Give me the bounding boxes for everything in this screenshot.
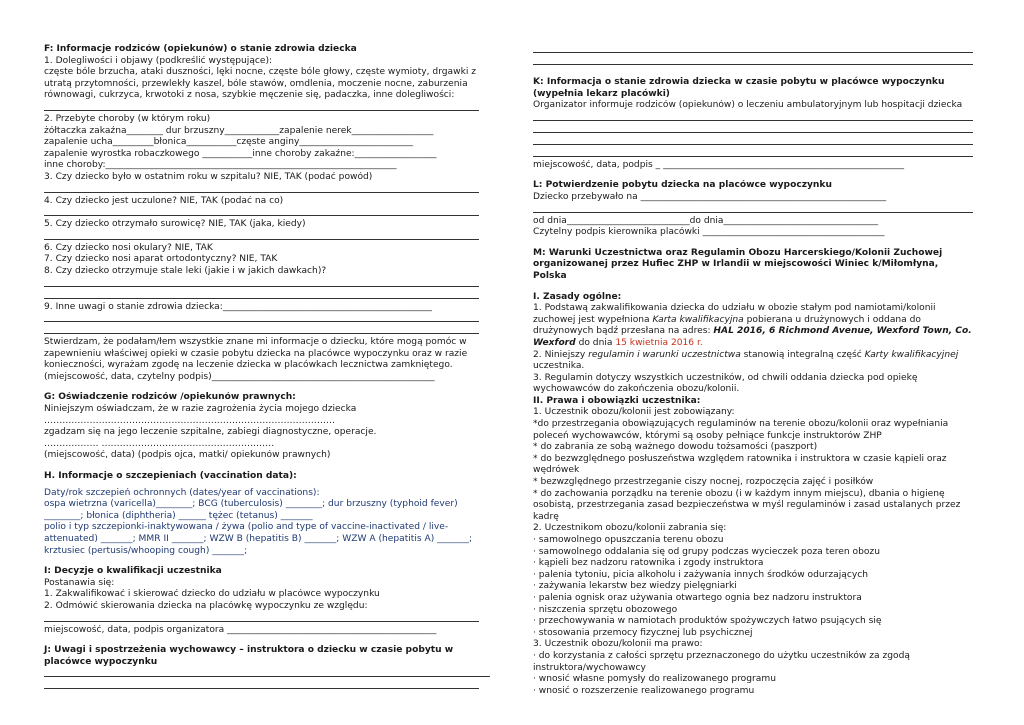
- obligation-item: *do przestrzegania obowiązujących regulaminów na terenie obozu/kolonii oraz wypełniania poleceń wychowawców, którymi są osoby pełniące funkcje instruktorów ZHP: [533, 419, 949, 441]
- section-l-title: L: Potwierdzenie pobytu dziecka na placówce wypoczynku: [533, 180, 832, 191]
- obligation-item: * do zabrania ze sobą ważnego dowodu tożsamości (paszport): [533, 442, 818, 453]
- answer-line[interactable]: [44, 278, 479, 287]
- prohibition-item: · zażywania lekarstw bez wiedzy pielęgniarki: [533, 581, 737, 592]
- f-question-1-options: częste bóle brzucha, ataki duszności, lęki nocne, częste bóle głowy, częste wymioty, drgawki z utratą przytomności, przewlekły kaszel, bóle stawów, omdlenia, moczenie nocne, zaburzenia równowagi, cukrzyca, krwotoki z nosa, szybkie męczenie się, padaczka, inne dolegliwości:: [44, 67, 477, 101]
- right-column: [533, 44, 973, 697]
- answer-line[interactable]: [44, 231, 479, 240]
- prohibition-item: · samowolnego opuszczania terenu obozu: [533, 535, 724, 545]
- f-question-4: 4. Czy dziecko jest uczulone? NIE, TAK (podać na co): [44, 195, 284, 206]
- answer-line[interactable]: [44, 680, 479, 689]
- rules-paragraph-1: 1. Podstawą zakwalifikowania dziecka do udziału w obozie stałym pod namiotami/kolonii zuchowej jest wypełniona Karta kwalifikacyjna pobierana u drużynowych i oddana do drużynowych bądź przesłana na adres: HAL 2016, 6 Richmond Avenue, Wexford Town, Co. Wexford do dnia 15 kwietnia 2016 r.: [533, 303, 972, 348]
- i-line-3: 2. Odmówić skierowania dziecka na placówkę wypoczynku ze względu:: [44, 600, 368, 611]
- answer-line[interactable]: [44, 102, 479, 111]
- f-question-7: 7. Czy dziecko nosi aparat ortodontyczny? NIE, TAK: [44, 254, 278, 265]
- l-line-3[interactable]: Czytelny podpis kierownika placówki ________________________________________: [533, 227, 885, 238]
- f-question-2-line-1[interactable]: żółtaczka zakaźna________ dur brzuszny____________zapalenie nerek__________________: [44, 125, 434, 136]
- section-m-i-title: I. Zasady ogólne:: [533, 291, 622, 302]
- section-k-title: K: Informacja o stanie zdrowia dziecka w czasie pobytu w placówce wypoczynku (wypełnia lekarz placówki): [533, 77, 945, 99]
- f-question-2-line-3[interactable]: zapalenie wyrostka robaczkowego ___________inne choroby zakaźne:__________________: [44, 148, 437, 159]
- right-item: · wnosić o rozszerzenie realizowanego programu: [533, 685, 755, 696]
- left-column: [44, 44, 490, 692]
- g-line-2: zgadzam się na jego leczenie szpitalne, zabiegi diagnostyczne, operacje.: [44, 427, 377, 438]
- section-g-title: G: Oświadczenie rodziców /opiekunów prawnych:: [44, 392, 296, 403]
- section-h-title: H. Informacje o szczepieniach (vaccination data):: [44, 471, 297, 482]
- prohibition-item: · palenia ognisk oraz używania otwartego ognia bez nadzoru instruktora: [533, 592, 862, 603]
- obligations-heading: 1. Uczestnik obozu/kolonii jest zobowiązany:: [533, 407, 735, 418]
- f-statement-signature[interactable]: (miejscowość, data, czytelny podpis)_________________________________________________: [44, 371, 435, 382]
- answer-line[interactable]: [44, 325, 479, 334]
- answer-line[interactable]: [533, 112, 973, 121]
- g-signature-label: (miejscowość, data) (podpis ojca, matki/ opiekunów prawnych): [44, 450, 331, 461]
- f-question-8: 8. Czy dziecko otrzymuje stale leki (jakie i w jakich dawkach)?: [44, 265, 327, 276]
- f-question-5: 5. Czy dziecko otrzymało surowicę? NIE, TAK (jaka, kiedy): [44, 219, 306, 230]
- h-line-3[interactable]: ________; błonica (diphtheria) ______ tężec (tetanus) _______: [44, 510, 313, 521]
- rules-paragraph-3: 3. Regulamin dotyczy wszystkich uczestników, od chwili oddania dziecka pod opiekę wychowawców do zakończenia obozu/kolonii.: [533, 372, 918, 395]
- h-line-2[interactable]: ospa wietrzna (varicella)________; BCG (tuberculosis) ________; dur brzuszny (typhoid fever): [44, 499, 458, 510]
- answer-line[interactable]: [44, 184, 479, 193]
- f-question-2-line-4[interactable]: inne choroby:________________________________________________________________: [44, 160, 397, 171]
- answer-line[interactable]: [44, 207, 479, 216]
- obligation-item: * do bezwzględnego posłuszeństwa względem ratownika i instruktora w czasie kąpieli oraz wędrówek: [533, 453, 947, 476]
- answer-line[interactable]: [533, 124, 973, 133]
- prohibition-item: · przechowywania w namiotach produktów spożywczych łatwo psujących się: [533, 616, 882, 627]
- right-item: · do korzystania z całości sprzętu przeznaczonego do użytku uczestników za zgodą instruktora/wychowawcy: [533, 650, 910, 673]
- section-j-title: J: Uwagi i spostrzeżenia wychowawcy – instruktora o dziecku w czasie pobytu w placówce wypoczynku: [44, 645, 454, 667]
- f-question-9[interactable]: 9. Inne uwagi o stanie zdrowia dziecka:______________________________________________: [44, 301, 432, 312]
- rules-paragraph-2: 2. Niniejszy regulamin i warunki uczestnictwa stanowią integralną część Karty kwalifikacyjnej uczestnika.: [533, 349, 959, 372]
- f-question-2: 2. Przebyte choroby (w którym roku): [44, 113, 211, 124]
- i-line-2: 1. Zakwalifikować i skierować dziecko do udziału w placówce wypoczynku: [44, 589, 380, 600]
- answer-line[interactable]: [533, 136, 973, 145]
- answer-line[interactable]: [533, 44, 973, 53]
- answer-line[interactable]: [44, 668, 490, 677]
- k-signature[interactable]: miejscowość, data, podpis _ _____________________________________________________: [533, 159, 905, 170]
- i-signature[interactable]: miejscowość, data, podpis organizatora ______________________________________________: [44, 624, 437, 635]
- answer-line[interactable]: [44, 290, 479, 299]
- prohibition-item: · samowolnego oddalania się od grupy podczas wycieczek poza teren obozu: [533, 546, 880, 557]
- obligation-item: * do zachowania porządku na terenie obozu (i w każdym innym miejscu), dbania o higienę osobistą, przestrzegania zasad bezpieczeństwa w myśl regulaminów i zasad ustalanych przez kadrę: [533, 488, 961, 522]
- f-statement: Stwierdzam, że podałam/łem wszystkie znane mi informacje o dziecku, które mogą pomóc w zapewnieniu właściwej opieki w czasie pobytu dziecka na placówce wypoczynku oraz w razie konieczności, wyrażam zgodę na leczenie dziecka w placówkach lecznictwa zamkniętego.: [44, 337, 468, 371]
- prohibition-item: · kąpieli bez nadzoru ratownika i zgody instruktora: [533, 558, 764, 569]
- answer-line[interactable]: [533, 56, 973, 65]
- prohibitions-heading: 2. Uczestnikom obozu/kolonii zabrania się:: [533, 523, 727, 534]
- answer-line[interactable]: [533, 204, 973, 213]
- f-question-1: 1. Dolegliwości i objawy (podkreślić występujące):: [44, 55, 273, 66]
- answer-line[interactable]: [44, 613, 479, 622]
- prohibition-item: · niszczenia sprzętu obozowego: [533, 604, 678, 615]
- right-item: · wnosić własne pomysły do realizowanego programu: [533, 674, 776, 685]
- section-m-ii-title: II. Prawa i obowiązki uczestnika:: [533, 395, 701, 406]
- h-line-1: Daty/rok szczepień ochronnych (dates/year of vaccinations):: [44, 487, 320, 498]
- section-m-title: M: Warunki Uczestnictwa oraz Regulamin Obozu Harcerskiego/Kolonii Zuchowej organizowanej przez Hufiec ZHP w Irlandii w miejscowości Winiec k/Miłomłyna, Polska: [533, 247, 943, 281]
- h-line-4[interactable]: polio i typ szczepionki-inaktywowana / żywa (polio and type of vaccine-inactivated / live-attenuated) _______; MMR II _______; WZW B (hepatitis B) _______; WZW A (hepatitis A) _______; krztusiec (pertusis/whooping cough) _______;: [44, 522, 473, 556]
- f-question-6: 6. Czy dziecko nosi okulary? NIE, TAK: [44, 242, 213, 253]
- l-line-2[interactable]: od dnia___________________________do dnia__________________________________: [533, 215, 879, 226]
- g-dots[interactable]: ……………………………………………………………………………………: [44, 415, 335, 426]
- prohibition-item: · stosowania przemocy fizycznej lub psychicznej: [533, 627, 753, 638]
- rights-heading: 3. Uczestnik obozu/kolonii ma prawo:: [533, 639, 703, 650]
- l-line-1[interactable]: Dziecko przebywało na ______________________________________________________: [533, 191, 887, 202]
- g-dots-2[interactable]: ……………… …………………………………………………: [44, 438, 275, 449]
- obligation-item: * bezwzględnego przestrzeganie ciszy nocnej, rozpoczęcia zajęć i posiłków: [533, 477, 874, 488]
- answer-line[interactable]: [44, 313, 479, 322]
- k-line-1: Organizator informuje rodziców (opiekunów) o leczeniu ambulatoryjnym lub hospitacji dziecka: [533, 100, 963, 111]
- section-f-title: F: Informacje rodziców (opiekunów) o stanie zdrowia dziecka: [44, 44, 357, 54]
- i-line-1: Postanawia się:: [44, 577, 115, 588]
- f-question-3: 3. Czy dziecko było w ostatnim roku w szpitalu? NIE, TAK (podać powód): [44, 171, 373, 182]
- g-line-1: Niniejszym oświadczam, że w razie zagrożenia życia mojego dziecka: [44, 404, 357, 415]
- answer-line[interactable]: [533, 148, 973, 157]
- section-i-title: I: Decyzje o kwalifikacji uczestnika: [44, 566, 222, 577]
- prohibition-item: · palenia tytoniu, picia alkoholu i zażywania innych środków odurzających: [533, 569, 868, 580]
- f-question-2-line-2[interactable]: zapalenie ucha_________błonica___________częste anginy_________________________: [44, 137, 414, 148]
